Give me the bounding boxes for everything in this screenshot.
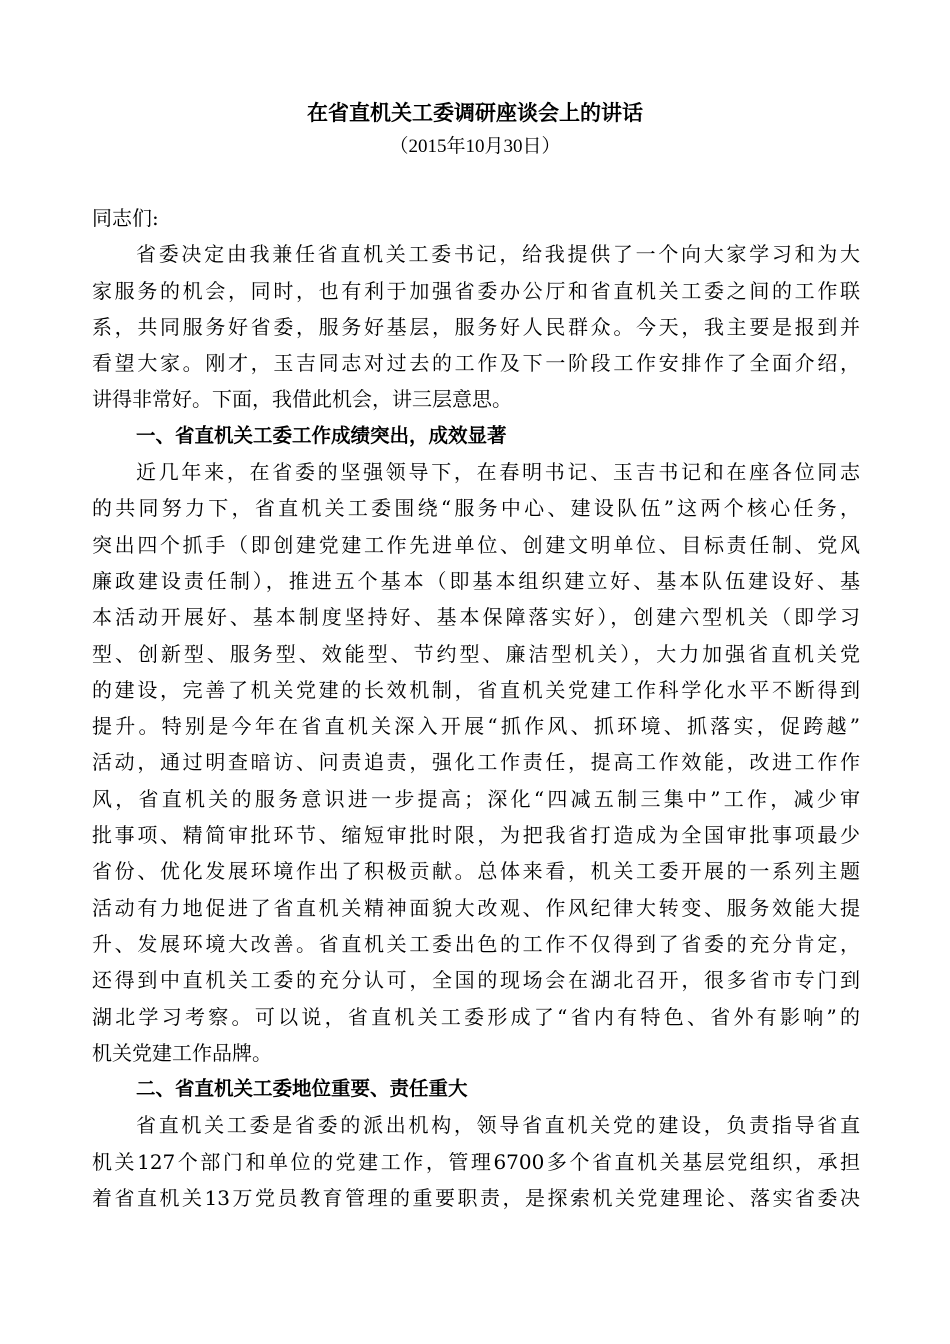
paragraph-line: 近几年来，在省委的坚强领导下，在春明书记、玉吉书记和在座各位同志 [136, 460, 860, 485]
paragraph-line: 家服务的机会，同时，也有利于加强省委办公厅和省直机关工委之间的工作联 [92, 278, 860, 303]
paragraph-line: 讲得非常好。下面，我借此机会，讲三层意思。 [92, 387, 512, 412]
section-heading-1: 一、省直机关工委工作成绩突出，成效显著 [136, 423, 507, 447]
paragraph-line: 的共同努力下，省直机关工委围绕“服务中心、建设队伍”这两个核心任务， [92, 496, 860, 521]
paragraph-line: 本活动开展好、基本制度坚持好、基本保障落实好），创建六型机关（即学习 [92, 605, 860, 630]
paragraph-line: 省份、优化发展环境作出了积极贡献。总体来看，机关工委开展的一系列主题 [92, 859, 860, 884]
paragraph-line: 看望大家。刚才，玉吉同志对过去的工作及下一阶段工作安排作了全面介绍， [92, 351, 860, 376]
paragraph-line: 湖北学习考察。可以说，省直机关工委形成了“省内有特色、省外有影响”的 [92, 1004, 860, 1029]
salutation: 同志们: [92, 206, 159, 230]
paragraph-line: 机关127个部门和单位的党建工作，管理6700多个省直机关基层党组织，承担 [92, 1149, 860, 1174]
paragraph-line: 着省直机关13万党员教育管理的重要职责，是探索机关党建理论、落实省委决 [92, 1186, 860, 1211]
paragraph-line: 还得到中直机关工委的充分认可，全国的现场会在湖北召开，很多省市专门到 [92, 968, 860, 993]
speech-date: （2015年10月30日） [389, 136, 561, 157]
paragraph-line: 廉政建设责任制），推进五个基本（即基本组织建立好、基本队伍建设好、基 [92, 568, 860, 593]
speech-body [92, 200, 860, 1216]
paragraph-line: 升、发展环境大改善。省直机关工委出色的工作不仅得到了省委的充分肯定， [92, 931, 860, 956]
paragraph-line: 提升。特别是今年在省直机关深入开展“抓作风、抓环境、抓落实，促跨越” [92, 714, 860, 739]
paragraph-line: 突出四个抓手（即创建党建工作先进单位、创建文明单位、目标责任制、党风 [92, 532, 860, 557]
page-title: 在省直机关工委调研座谈会上的讲话 [307, 100, 643, 125]
paragraph-line: 批事项、精简审批环节、缩短审批时限，为把我省打造成为全国审批事项最少 [92, 823, 860, 848]
section-heading-2: 二、省直机关工委地位重要、责任重大 [136, 1077, 468, 1101]
paragraph-line: 省直机关工委是省委的派出机构，领导省直机关党的建设，负责指导省直 [136, 1113, 860, 1138]
paragraph-line: 省委决定由我兼任省直机关工委书记，给我提供了一个向大家学习和为大 [136, 242, 860, 267]
paragraph-line: 活动有力地促进了省直机关精神面貌大改观、作风纪律大转变、服务效能大提 [92, 895, 860, 920]
paragraph-line: 风，省直机关的服务意识进一步提高；深化“四减五制三集中”工作，减少审 [92, 786, 860, 811]
paragraph-line: 机关党建工作品牌。 [92, 1040, 272, 1065]
paragraph-line: 的建设，完善了机关党建的长效机制，省直机关党建工作科学化水平不断得到 [92, 677, 860, 702]
paragraph-line: 型、创新型、服务型、效能型、节约型、廉洁型机关），大力加强省直机关党 [92, 641, 860, 666]
paragraph-line: 系，共同服务好省委，服务好基层，服务好人民群众。今天，我主要是报到并 [92, 314, 860, 339]
paragraph-line: 活动，通过明查暗访、问责追责，强化工作责任，提高工作效能，改进工作作 [92, 750, 860, 775]
